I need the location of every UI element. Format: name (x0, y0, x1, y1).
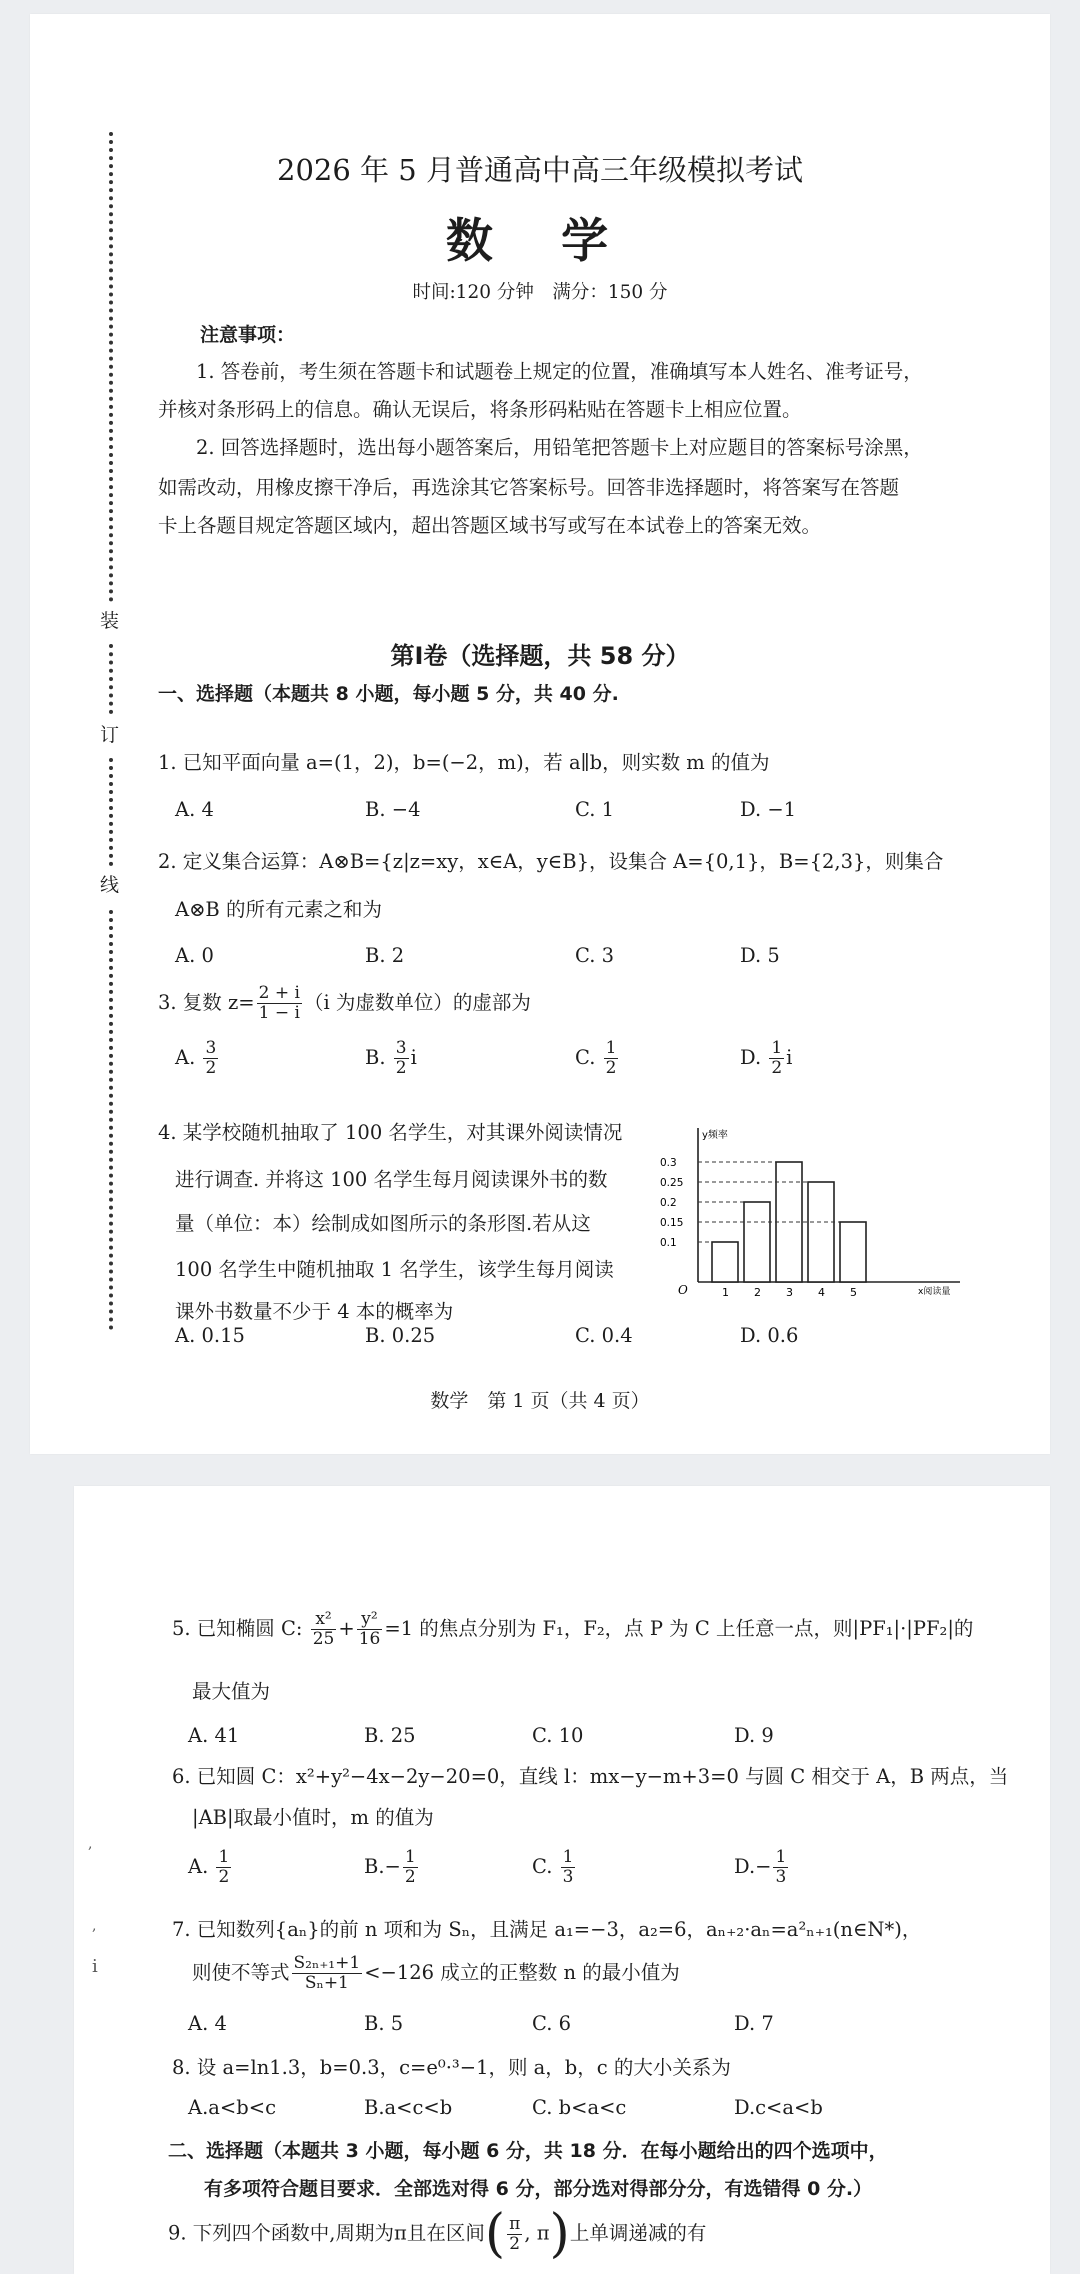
q2-line2: A⊗B 的所有元素之和为 (175, 898, 382, 921)
q4-option-b: B. 0.25 (365, 1324, 436, 1347)
q4-bar-chart (650, 1124, 970, 1304)
q5-option-a: A. 41 (188, 1724, 240, 1747)
q6-option-c-num: 1 (562, 1847, 574, 1867)
exam-time-score: 时间:120 分钟 满分：150 分 (412, 282, 668, 303)
exam-page-2 (74, 1486, 1050, 2274)
q2-option-a: A. 0 (175, 944, 214, 967)
notice-2-line2: 如需改动，用橡皮擦干净后，再选涂其它答案标号。回答非选择题时，将答案写在答题 (158, 476, 900, 499)
q6-option-b-label: B. (364, 1855, 385, 1878)
q7-option-d: D. 7 (734, 2012, 774, 2035)
q2-option-c: C. 3 (575, 944, 615, 967)
y-tick-label: 0.25 (660, 1177, 684, 1189)
q7-line2-prefix: 则使不等式 (192, 1961, 290, 1984)
q3-option-a (175, 1039, 220, 1078)
q2-line1: 2. 定义集合运算：A⊗B={z|z=xy，x∈A，y∈B}，设集合 A={0,1}，B={2,3}，则集合 (158, 850, 944, 873)
exam-title: 2026 年 5 月普通高中高三年级模拟考试 (277, 153, 803, 187)
bar (744, 1202, 770, 1282)
q7-fraction (292, 1954, 363, 1993)
q5-suffix: =1 的焦点分别为 F₁，F₂，点 P 为 C 上任意一点，则|PF₁|·|PF₂|的 (384, 1617, 974, 1640)
q1-text: 1. 已知平面向量 a=(1，2)，b=(−2，m)，若 a∥b，则实数 m 的值为 (158, 751, 770, 774)
q3-option-d-den: 2 (771, 1058, 783, 1078)
q5-prefix: 5. 已知椭圆 C: (172, 1617, 309, 1640)
q9-left-paren: ( (484, 2204, 506, 2264)
x-tick-label: 5 (850, 1286, 857, 1299)
q4-option-c: C. 0.4 (575, 1324, 633, 1347)
q3-stem (158, 984, 531, 1023)
q3-suffix: （i 为虚数单位）的虚部为 (303, 991, 531, 1014)
q6-option-d-sign: − (755, 1855, 772, 1878)
q5-option-b: B. 25 (364, 1724, 416, 1747)
q7-line2-suffix: <−126 成立的正整数 n 的最小值为 (364, 1961, 680, 1984)
q4-option-a: A. 0.15 (175, 1324, 245, 1347)
y-tick-label: 0.3 (660, 1157, 677, 1169)
bar (712, 1242, 738, 1282)
q5-x-den: 25 (312, 1629, 335, 1649)
q5-option-c: C. 10 (532, 1724, 584, 1747)
q6-option-a-label: A. (188, 1855, 209, 1878)
q3-option-d-num: 1 (771, 1038, 783, 1058)
part2-heading-line1: 二、选择题（本题共 3 小题，每小题 6 分，共 18 分．在每小题给出的四个选项中， (168, 2140, 888, 2162)
q6-option-a-den: 2 (218, 1867, 230, 1887)
section-title: 第Ⅰ卷（选择题，共 58 分） (390, 642, 690, 670)
q1-option-a: A. 4 (175, 798, 214, 821)
binding-char-xian: 线 (100, 874, 120, 896)
q1-option-b: B. −4 (365, 798, 421, 821)
q3-option-a-den: 2 (205, 1058, 217, 1078)
q1-option-d: D. −1 (740, 798, 797, 821)
binding-char-ding: 订 (100, 724, 120, 746)
q6-option-d-num: 1 (775, 1847, 787, 1867)
q4-line4: 100 名学生中随机抽取 1 名学生，该学生每月阅读 (175, 1258, 614, 1281)
q9-prefix: 9. 下列四个函数中,周期为π且在区间 (168, 2221, 485, 2245)
q9-suffix: 上单调递减的有 (569, 2221, 707, 2245)
q6-option-c-den: 3 (562, 1867, 574, 1887)
q3-option-c-den: 2 (605, 1058, 617, 1078)
q7-frac-den: Sₙ+1 (304, 1973, 349, 1993)
q1-option-c: C. 1 (575, 798, 615, 821)
notice-1-line2: 并核对条形码上的信息。确认无误后，将条形码粘贴在答题卡上相应位置。 (158, 398, 802, 421)
y-tick-label: 0.1 (660, 1237, 677, 1249)
notice-heading: 注意事项： (200, 324, 296, 346)
q2-option-b: B. 2 (365, 944, 405, 967)
q3-option-d-tail: i (786, 1046, 793, 1069)
q3-option-d (740, 1039, 792, 1078)
q7-line2 (192, 1954, 680, 1993)
x-tick-label: 3 (786, 1286, 793, 1299)
q6-option-a (188, 1848, 233, 1887)
q6-option-d (734, 1848, 790, 1887)
q6-option-b-num: 1 (404, 1847, 416, 1867)
q6-line1: 6. 已知圆 C：x²+y²−4x−2y−20=0，直线 l：mx−y−m+3=0 与圆 C 相交于 A，B 两点，当 (172, 1765, 1009, 1788)
q6-line2: |AB|取最小值时，m 的值为 (192, 1806, 434, 1829)
q3-option-c (575, 1039, 620, 1078)
q3-option-a-label: A. (175, 1046, 196, 1069)
q3-option-b-tail: i (410, 1046, 417, 1069)
q3-frac-num: 2 + i (258, 983, 300, 1003)
origin-label: O (678, 1283, 688, 1297)
q9-mid: , π (524, 2221, 550, 2245)
scan-mark-2: , (92, 1918, 97, 1934)
notice-2-line3: 卡上各题目规定答题区域内，超出答题区域书写或写在本试卷上的答案无效。 (158, 514, 822, 537)
part2-heading-line2: 有多项符合题目要求．全部选对得 6 分，部分选对得部分分，有选错得 0 分.） (204, 2178, 873, 2200)
q3-option-c-num: 1 (605, 1038, 617, 1058)
q4-line1: 4. 某学校随机抽取了 100 名学生，对其课外阅读情况 (158, 1121, 623, 1144)
q7-option-a: A. 4 (188, 2012, 227, 2035)
q6-option-d-label: D. (734, 1855, 756, 1878)
x-tick-label: 4 (818, 1286, 825, 1299)
q5-x-num: x² (311, 1610, 337, 1630)
q3-option-b-den: 2 (395, 1058, 407, 1078)
subject-title: 数 学 (445, 214, 635, 269)
q9-frac-num: π (509, 2213, 521, 2234)
binding-dotted-line-top (109, 132, 113, 602)
q4-line2: 进行调查. 并将这 100 名学生每月阅读课外书的数 (175, 1168, 608, 1191)
y-tick-label: 0.2 (660, 1197, 677, 1209)
q4-option-d: D. 0.6 (740, 1324, 799, 1347)
q5-y-fraction (357, 1610, 383, 1649)
q3-option-b-num: 3 (395, 1038, 407, 1058)
q9-frac-den: 2 (509, 2233, 521, 2254)
q7-option-b: B. 5 (364, 2012, 404, 2035)
binding-dotted-line-bottom (109, 910, 113, 1330)
q8-option-d: D.c<a<b (734, 2096, 823, 2119)
q6-option-b-sign: − (384, 1855, 401, 1878)
q3-option-b-label: B. (365, 1046, 386, 1069)
q9-right-paren: ) (549, 2204, 570, 2264)
x-tick-label: 2 (754, 1286, 761, 1299)
binding-dotted-line-mid2 (109, 758, 113, 866)
q6-option-d-den: 3 (775, 1867, 787, 1887)
q5-y-den: 16 (358, 1629, 381, 1649)
q8-option-b: B.a<c<b (364, 2096, 453, 2119)
q6-option-b-den: 2 (404, 1867, 416, 1887)
x-tick-label: 1 (722, 1286, 729, 1299)
q3-option-c-label: C. (575, 1046, 596, 1069)
q3-option-b (365, 1039, 417, 1078)
q8-text: 8. 设 a=ln1.3，b=0.3，c=e⁰·³−1，则 a，b，c 的大小关系为 (172, 2056, 731, 2079)
bar (808, 1182, 834, 1282)
q6-option-a-num: 1 (218, 1847, 230, 1867)
q2-option-d: D. 5 (740, 944, 780, 967)
y-tick-label: 0.15 (660, 1217, 684, 1229)
q6-option-c (532, 1848, 577, 1887)
q6-option-c-label: C. (532, 1855, 553, 1878)
q6-option-b (364, 1848, 420, 1887)
notice-2-line1: 2. 回答选择题时，选出每小题答案后，用铅笔把答题卡上对应题目的答案标号涂黑， (196, 436, 923, 459)
q7-option-c: C. 6 (532, 2012, 572, 2035)
notice-1-line1: 1. 答卷前，考生须在答题卡和试题卷上规定的位置，准确填写本人姓名、准考证号， (196, 360, 923, 383)
q4-line5: 课外书数量不少于 4 本的概率为 (175, 1300, 454, 1323)
q8-option-c: C. b<a<c (532, 2096, 627, 2119)
q3-option-d-label: D. (740, 1046, 762, 1069)
y-axis-label: y频率 (702, 1130, 728, 1141)
q5-line1: 5. 已知椭圆 C: $\frac{\text{x²}}{25}$ + $\frac{\text{y²}}{16}$ =1 的焦点分别为 F₁，F₂，点 P 为 C 上任意一点，则|PF₁|·|PF₂|的 (172, 1609, 974, 1649)
q5-y-num: y² (357, 1610, 383, 1630)
q5-x-fraction (311, 1610, 337, 1649)
q8-option-a: A.a<b<c (188, 2096, 276, 2119)
q9-text (168, 2204, 707, 2264)
q3-option-a-num: 3 (205, 1038, 217, 1058)
q9-fraction (507, 2215, 522, 2254)
q3-fraction (257, 984, 302, 1023)
q3-prefix: 3. 复数 z= (158, 991, 255, 1014)
q3-frac-den: 1 − i (258, 1003, 300, 1023)
q5-option-d: D. 9 (734, 1724, 774, 1747)
scan-mark-3: i (92, 1956, 98, 1977)
x-axis-label: x阅读量 (918, 1287, 951, 1297)
q7-line1: 7. 已知数列{aₙ}的前 n 项和为 Sₙ，且满足 a₁=−3，a₂=6，aₙ₊₂·aₙ=a²ₙ₊₁(n∈N*)， (172, 1918, 922, 1941)
q5-line2: 最大值为 (192, 1680, 271, 1703)
exam-page-1 (30, 14, 1050, 1454)
scan-mark-1: , (88, 1836, 93, 1852)
q4-line3: 量（单位：本）绘制成如图所示的条形图.若从这 (175, 1212, 591, 1235)
bar (840, 1222, 866, 1282)
page-footer: 数学 第 1 页（共 4 页） (430, 1390, 650, 1412)
q7-frac-num: S₂ₙ₊₁+1 (293, 1953, 361, 1973)
part1-heading: 一、选择题（本题共 8 小题，每小题 5 分，共 40 分. (158, 683, 619, 705)
binding-char-zhuang: 装 (100, 610, 120, 632)
